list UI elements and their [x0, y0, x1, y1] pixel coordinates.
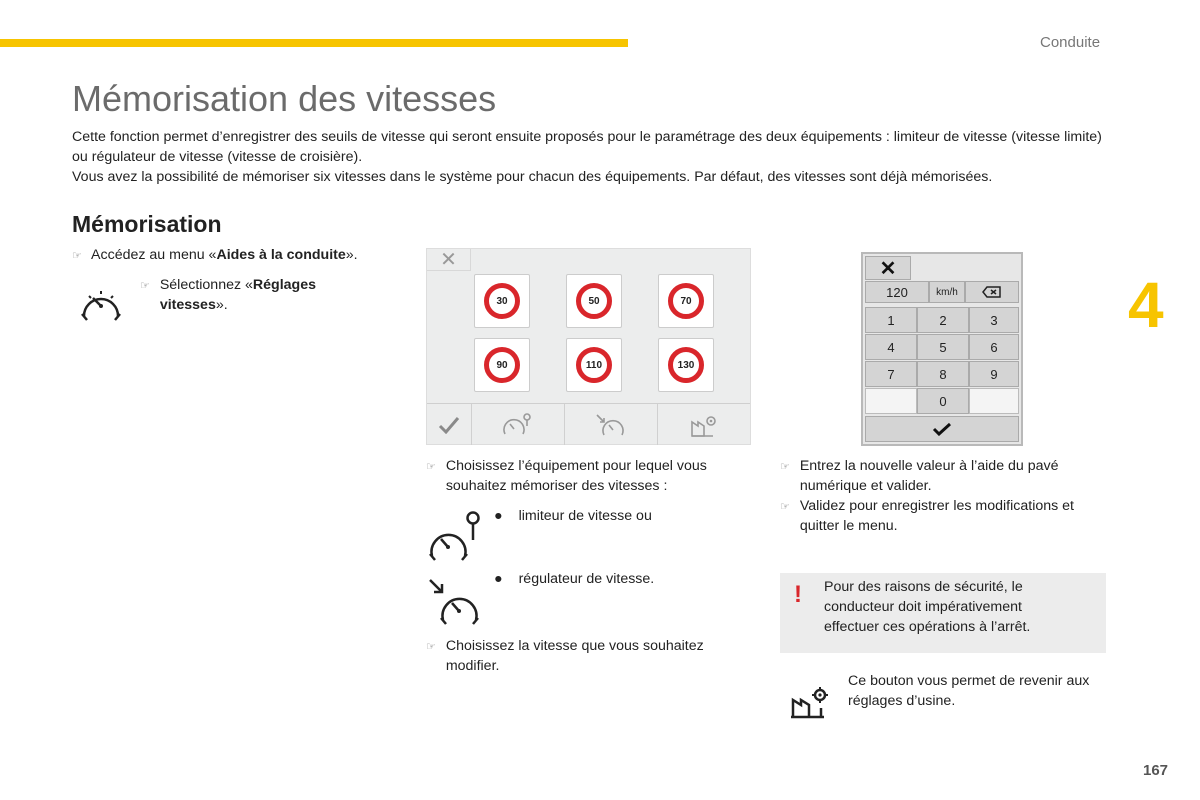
cruise-control-icon: [428, 578, 482, 626]
key-3[interactable]: 3: [969, 307, 1019, 333]
factory-reset-button[interactable]: [658, 404, 750, 445]
speed-sign: 30: [484, 283, 520, 319]
cruise-control-icon: [595, 412, 627, 438]
factory-settings-icon: [689, 412, 719, 438]
speedometer-icon: [78, 284, 124, 324]
validate-button[interactable]: [865, 416, 1019, 442]
cruise-control-button[interactable]: [565, 404, 658, 445]
backspace-icon: [982, 286, 1002, 298]
page-number: 167: [1143, 762, 1169, 779]
step-3: ☞ Choisissez l’équipement pour lequel vous souhaitez mémoriser des vitesses :: [426, 458, 707, 494]
speed-tile[interactable]: [566, 274, 622, 328]
step-4: ☞ Choisissez la vitesse que vous souhaitez modifier.: [426, 638, 704, 674]
header-accent-bar: [0, 39, 628, 47]
speed-limiter-icon: [502, 412, 534, 438]
hand-bullet-icon: ☞: [426, 461, 436, 473]
speed-tile[interactable]: [474, 274, 530, 328]
key-9[interactable]: 9: [969, 361, 1019, 387]
key-8[interactable]: 8: [917, 361, 969, 387]
key-4[interactable]: 4: [865, 334, 917, 360]
step-2: ☞ Sélectionnez «Réglages vitesses».: [140, 277, 316, 313]
section-label: Conduite: [1040, 34, 1101, 51]
confirm-button[interactable]: [427, 404, 472, 445]
hand-bullet-icon: ☞: [140, 280, 150, 292]
option-cruise-control: ● régulateur de vitesse.: [494, 571, 655, 587]
key-2[interactable]: 2: [917, 307, 969, 333]
close-icon[interactable]: ✕: [865, 256, 911, 280]
hand-bullet-icon: ☞: [780, 501, 790, 513]
speed-value-display: 120: [865, 281, 929, 303]
speed-sign: 130: [668, 347, 704, 383]
reset-note: Ce bouton vous permet de revenir aux réglages d’usine.: [848, 673, 1090, 709]
intro-paragraph-2: Vous avez la possibilité de mémoriser six vitesses dans le système pour chacun des équipements. Par défaut, des vitesses sont déjà mémorisées.: [72, 169, 993, 185]
intro-text: [72, 127, 1102, 187]
safety-warning: [780, 573, 1106, 653]
key-6[interactable]: 6: [969, 334, 1019, 360]
dot-bullet-icon: ●: [494, 571, 503, 587]
speed-tile[interactable]: [658, 338, 714, 392]
speed-sign: 70: [668, 283, 704, 319]
hand-bullet-icon: ☞: [72, 250, 82, 262]
step-5: ☞ Entrez la nouvelle valeur à l’aide du pavé numérique et valider.: [780, 458, 1059, 494]
backspace-button[interactable]: [965, 281, 1019, 303]
factory-settings-icon: [790, 686, 830, 720]
key-5[interactable]: 5: [917, 334, 969, 360]
screen-toolbar: [427, 403, 750, 445]
speed-tile[interactable]: [658, 274, 714, 328]
keypad-blank: [865, 388, 917, 414]
speed-limiter-icon: [427, 510, 485, 564]
numeric-keypad-screen: [861, 252, 1023, 446]
hand-bullet-icon: ☞: [780, 461, 790, 473]
close-icon[interactable]: ✕: [427, 249, 471, 271]
speed-sign: 90: [484, 347, 520, 383]
checkmark-icon: [438, 416, 460, 434]
dot-bullet-icon: ●: [494, 508, 503, 524]
chapter-number: 4: [1128, 269, 1164, 341]
limiter-button[interactable]: [472, 404, 565, 445]
speed-sign: 50: [576, 283, 612, 319]
option-limiter: ● limiteur de vitesse ou: [494, 508, 652, 524]
warning-icon: !: [794, 581, 802, 608]
step-1: ☞ Accédez au menu «Aides à la conduite».: [72, 247, 358, 263]
speed-sign: 110: [576, 347, 612, 383]
hand-bullet-icon: ☞: [426, 641, 436, 653]
speed-memory-screen: [426, 248, 751, 445]
warning-text: Pour des raisons de sécurité, le conducteur doit impérativement effectuer ces opérations à l’arrêt.: [824, 579, 1031, 635]
speed-tile[interactable]: [474, 338, 530, 392]
key-0[interactable]: 0: [917, 388, 969, 414]
checkmark-icon: [932, 422, 952, 436]
step-6: ☞ Validez pour enregistrer les modifications et quitter le menu.: [780, 498, 1074, 534]
page-title: Mémorisation des vitesses: [72, 78, 497, 119]
intro-paragraph-1: Cette fonction permet d’enregistrer des seuils de vitesse qui seront ensuite proposés pour le paramétrage des deux équipements : limiteur de vitesse (vitesse limite) ou régulateur de vitesse (vitesse de croisière).: [72, 129, 1102, 165]
section-heading: Mémorisation: [72, 211, 222, 237]
key-1[interactable]: 1: [865, 307, 917, 333]
key-7[interactable]: 7: [865, 361, 917, 387]
speed-tile[interactable]: [566, 338, 622, 392]
keypad-blank: [969, 388, 1019, 414]
unit-button[interactable]: km/h: [929, 281, 965, 303]
